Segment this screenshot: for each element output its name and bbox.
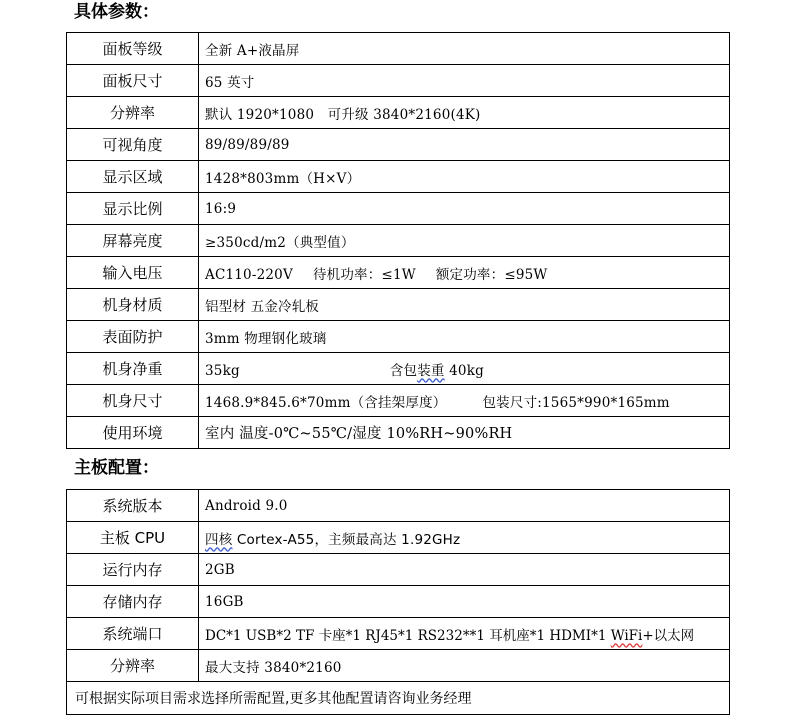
- row-value: 3mm 物理钢化玻璃: [199, 321, 730, 353]
- specs-section-title: 具体参数：: [74, 2, 159, 22]
- table-row: [67, 97, 730, 129]
- row-value: ≥350cd/m2（典型值）: [199, 225, 730, 257]
- table-row: [67, 353, 730, 385]
- row-label: 机身材质: [67, 289, 199, 321]
- table-row: [67, 257, 730, 289]
- net-weight-value: 35kg: [205, 362, 240, 379]
- gross-weight-label: 含包: [389, 362, 418, 379]
- row-label: 屏幕亮度: [67, 225, 199, 257]
- table-row: [67, 225, 730, 257]
- table-row: [67, 522, 730, 554]
- table-row: [67, 385, 730, 417]
- table-row: [67, 618, 730, 650]
- gross-weight-label-underlined: 装重: [417, 362, 445, 379]
- table-row: [67, 321, 730, 353]
- row-label: 使用环境: [67, 417, 199, 449]
- row-label: 运行内存: [67, 554, 199, 586]
- row-value: 89/89/89/89: [199, 129, 730, 161]
- row-label: 表面防护: [67, 321, 199, 353]
- row-label: 机身净重: [67, 353, 199, 385]
- gross-weight-value: 40kg: [444, 362, 484, 379]
- row-label: 存储内存: [67, 586, 199, 618]
- row-label: 可视角度: [67, 129, 199, 161]
- row-value: [199, 257, 730, 289]
- row-label: 分辨率: [67, 650, 199, 682]
- row-label: 面板等级: [67, 33, 199, 65]
- config-note: 可根据实际项目需求选择所需配置,更多其他配置请咨询业务经理: [67, 682, 730, 715]
- ports-value: DC*1 USB*2 TF 卡座*1 RJ45*1 RS232**1 耳机座*1 HDMI*1: [205, 627, 611, 644]
- table-row: [67, 417, 730, 449]
- row-label: 显示区域: [67, 161, 199, 193]
- table-row: [67, 161, 730, 193]
- input-voltage-value: AC110-220V: [205, 266, 293, 283]
- row-label: 显示比例: [67, 193, 199, 225]
- standby-power-value: 待机功率：≤1W: [312, 266, 416, 283]
- row-value: Android 9.0: [199, 490, 730, 522]
- row-value: 2GB: [199, 554, 730, 586]
- table-row: [67, 33, 730, 65]
- table-row: [67, 289, 730, 321]
- table-row: [67, 554, 730, 586]
- row-value: [199, 522, 730, 554]
- row-value: 1428*803mm（H×V）: [199, 161, 730, 193]
- row-value: [199, 385, 730, 417]
- row-label: 输入电压: [67, 257, 199, 289]
- row-value: 室内 温度-0℃~55℃/湿度 10%RH~90%RH: [199, 417, 730, 449]
- row-value: 铝型材 五金冷轧板: [199, 289, 730, 321]
- table-row: [67, 490, 730, 522]
- row-value: 最大支持 3840*2160: [199, 650, 730, 682]
- row-label: 系统版本: [67, 490, 199, 522]
- table-row: [67, 682, 730, 715]
- table-row: [67, 586, 730, 618]
- row-value: 16:9: [199, 193, 730, 225]
- board-section-title: 主板配置：: [74, 458, 159, 478]
- package-size-value: 包装尺寸:1565*990*165mm: [482, 394, 670, 411]
- row-value: 65 英寸: [199, 65, 730, 97]
- wifi-label: WiFi: [610, 627, 643, 644]
- table-row: [67, 65, 730, 97]
- row-value: [199, 618, 730, 650]
- row-value: [199, 353, 730, 385]
- row-value: 默认 1920*1080 可升级 3840*2160(4K): [199, 97, 730, 129]
- table-row: [67, 193, 730, 225]
- cpu-core-label: 四核: [205, 531, 233, 548]
- row-label: 面板尺寸: [67, 65, 199, 97]
- row-label: 机身尺寸: [67, 385, 199, 417]
- cpu-detail-value: Cortex-A55，主频最高达 1.92GHz: [232, 531, 461, 548]
- table-row: [67, 650, 730, 682]
- ethernet-label: +以太网: [642, 627, 695, 644]
- table-row: [67, 129, 730, 161]
- row-label: 系统端口: [67, 618, 199, 650]
- board-table: [66, 489, 730, 715]
- rated-power-value: 额定功率：≤95W: [435, 266, 548, 283]
- row-label: 主板 CPU: [67, 522, 199, 554]
- row-value: 全新 A+液晶屏: [199, 33, 730, 65]
- row-label: 分辨率: [67, 97, 199, 129]
- body-size-value: 1468.9*845.6*70mm（含挂架厚度）: [205, 394, 447, 411]
- specs-table: [66, 32, 730, 449]
- row-value: 16GB: [199, 586, 730, 618]
